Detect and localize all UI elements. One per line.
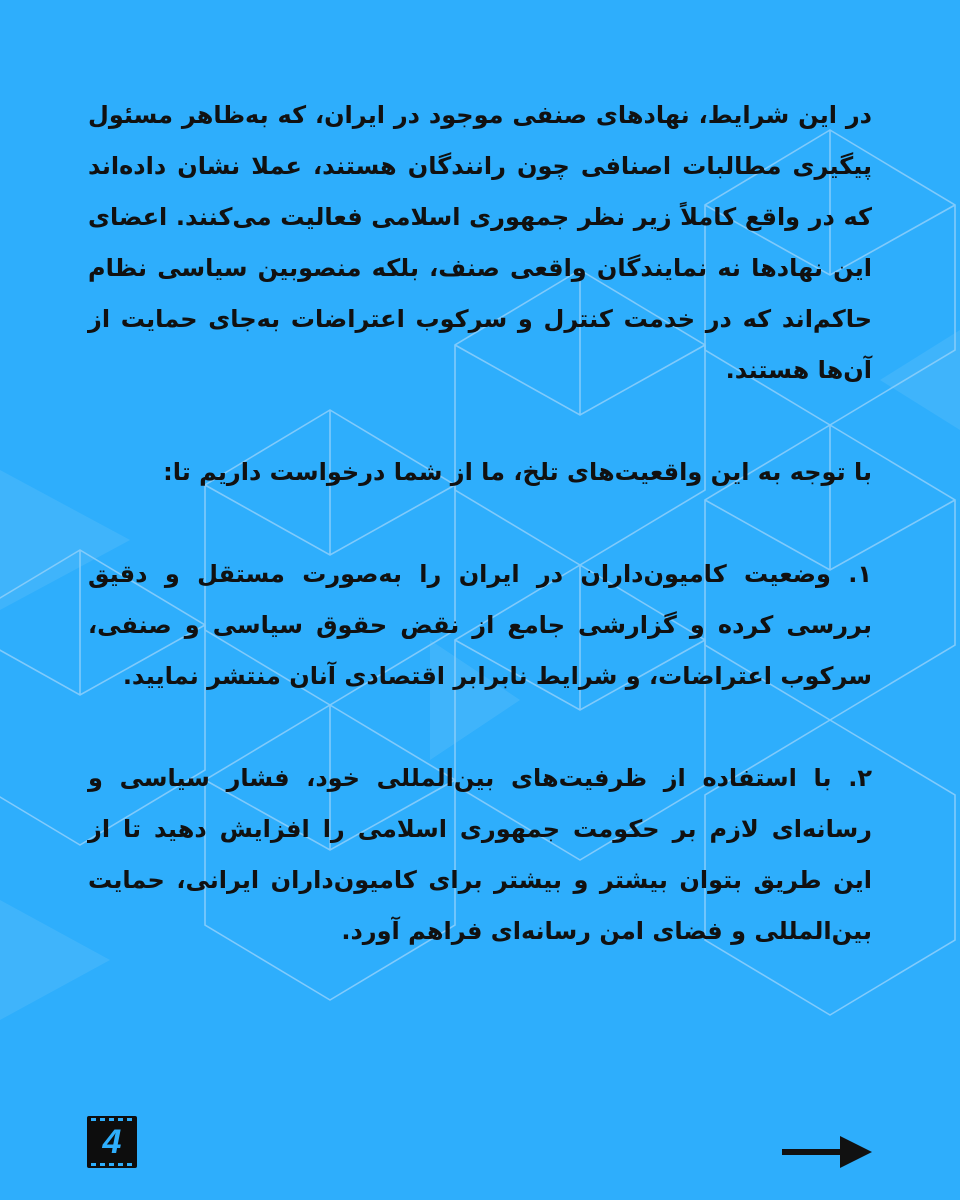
letter-body (88, 90, 872, 1008)
arrow-right-icon[interactable] (782, 1134, 872, 1170)
page-number: 4 (102, 1123, 122, 1161)
paragraph-intro: در این شرایط، نهادهای صنفی موجود در ایران، که به‌ظاهر مسئول پیگیری مطالبات اصنافی چون رانندگان هستند، عملا نشان داده‌اند که در واقع کاملاً زیر نظر جمهوری اسلامی فعالیت می‌کنند. اعضای این نهادها نه نمایندگان واقعی صنف، بلکه منصوبین سیاسی نظام حاکم‌اند که در خدمت کنترل و سرکوب اعتراضات به‌جای حمایت از آن‌ها هستند. (88, 101, 872, 384)
paragraph-request-lead: با توجه به این واقعیت‌های تلخ، ما از شما درخواست داریم تا: (163, 458, 872, 486)
paragraph-request-1: ۱. وضعیت کامیون‌داران در ایران را به‌صورت مستقل و دقیق بررسی کرده و گزارشی جامع از نقض حقوق سیاسی و صنفی، سرکوب اعتراضات، و شرایط نابرابر اقتصادی آنان منتشر نمایید. (88, 560, 872, 690)
paragraph-request-2: ۲. با استفاده از ظرفیت‌های بین‌المللی خود، فشار سیاسی و رسانه‌ای لازم بر حکومت جمهوری اسلامی را افزایش دهید تا از این طریق بتوان بیشتر و بیشتر برای کامیون‌داران ایرانی، حمایت بین‌المللی و فضای امن رسانه‌ای فراهم آورد. (88, 764, 872, 945)
page-number-badge (87, 1116, 137, 1168)
